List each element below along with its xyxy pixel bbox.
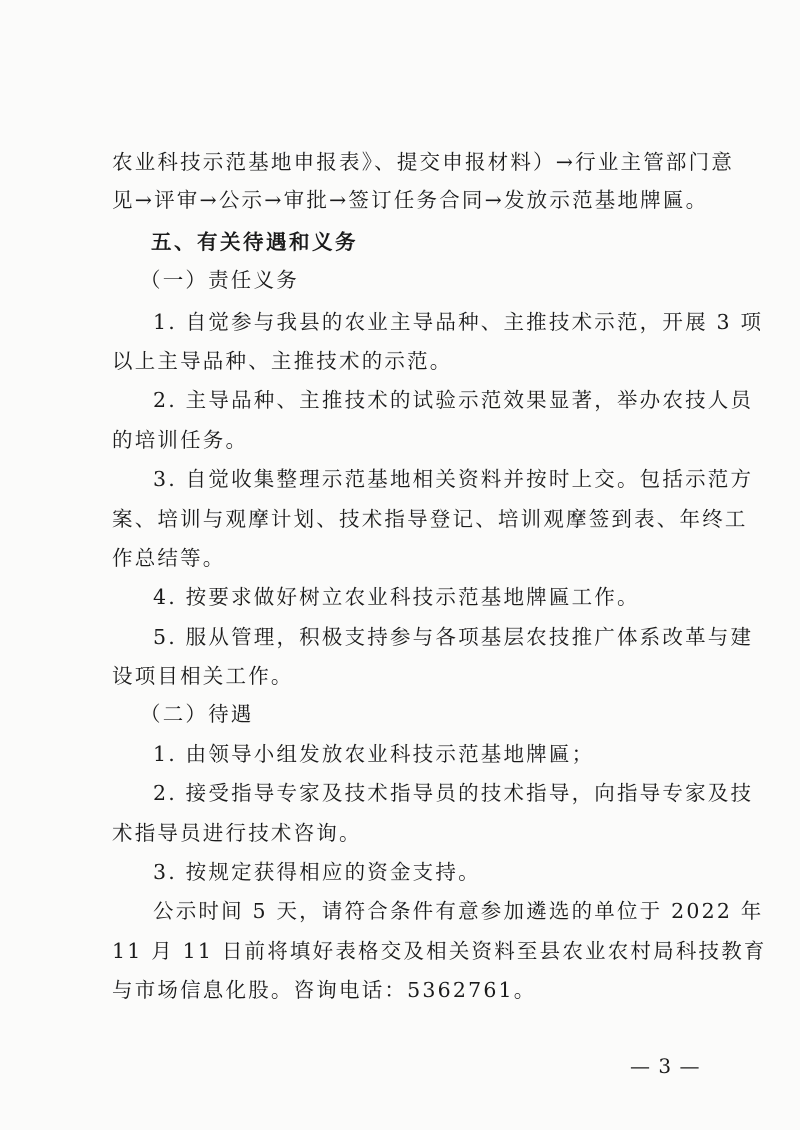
notice-line-1: 公示时间 5 天，请符合条件有意参加遴选的单位于 2022 年 bbox=[153, 899, 764, 923]
subheading-responsibilities: （一）责任义务 bbox=[140, 268, 299, 292]
benefit-item-1: 1. 由领导小组发放农业科技示范基地牌匾； bbox=[153, 742, 595, 766]
paragraph-line-procedure-2: 见→评审→公示→审批→签订任务合同→发放示范基地牌匾。 bbox=[112, 188, 709, 212]
paragraph-line-procedure-1: 农业科技示范基地申报表》、提交申报材料）→行业主管部门意 bbox=[112, 150, 735, 174]
duty-item-3-line-3: 作总结等。 bbox=[112, 546, 226, 570]
duty-item-3-line-2: 案、培训与观摩计划、技术指导登记、培训观摩签到表、年终工 bbox=[112, 507, 748, 531]
duty-item-1-line-1: 1. 自觉参与我县的农业主导品种、主推技术示范，开展 3 项 bbox=[153, 310, 764, 334]
duty-item-4: 4. 按要求做好树立农业科技示范基地牌匾工作。 bbox=[153, 585, 640, 609]
duty-item-2-line-1: 2. 主导品种、主推技术的试验示范效果显著，举办农技人员 bbox=[153, 388, 754, 412]
subheading-benefits: （二）待遇 bbox=[140, 702, 254, 726]
duty-item-2-line-2: 的培训任务。 bbox=[112, 428, 249, 452]
page-number: — 3 — bbox=[630, 1054, 701, 1078]
duty-item-5-line-2: 设项目相关工作。 bbox=[112, 664, 294, 688]
notice-line-2: 11 月 11 日前将填好表格交及相关资料至县农业农村局科技教育 bbox=[112, 939, 767, 963]
duty-item-1-line-2: 以上主导品种、主推技术的示范。 bbox=[112, 349, 453, 373]
notice-line-3: 与市场信息化股。咨询电话：5362761。 bbox=[112, 978, 537, 1002]
duty-item-3-line-1: 3. 自觉收集整理示范基地相关资料并按时上交。包括示范方 bbox=[153, 467, 754, 491]
benefit-item-2-line-2: 术指导员进行技术咨询。 bbox=[112, 821, 362, 845]
benefit-item-2-line-1: 2. 接受指导专家及技术指导员的技术指导，向指导专家及技 bbox=[153, 781, 754, 805]
duty-item-5-line-1: 5. 服从管理，积极支持参与各项基层农技推广体系改革与建 bbox=[153, 625, 754, 649]
benefit-item-3: 3. 按规定获得相应的资金支持。 bbox=[153, 860, 481, 884]
section-heading-5: 五、有关待遇和义务 bbox=[151, 230, 358, 254]
